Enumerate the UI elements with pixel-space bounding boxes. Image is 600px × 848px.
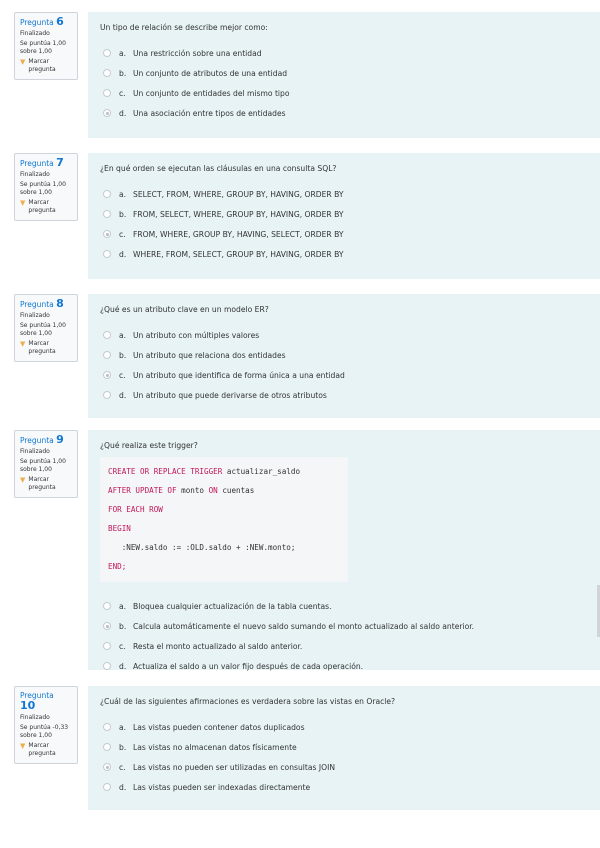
question-info-9 [14, 430, 78, 498]
radio-button[interactable] [103, 391, 111, 399]
flag-question-link[interactable]: ▼ Marcar pregunta [20, 476, 56, 491]
question-info-10 [14, 686, 78, 764]
question-state: Finalizado [20, 30, 50, 37]
question-text: Un tipo de relación se describe mejor como: [100, 23, 268, 32]
radio-button[interactable] [103, 69, 111, 77]
question-label: Pregunta [20, 18, 54, 27]
answer-option-c[interactable]: c. FROM, WHERE, GROUP BY, HAVING, SELECT, ORDER BY [100, 224, 588, 244]
question-label: Pregunta [20, 436, 54, 445]
answer-list [100, 43, 588, 123]
answer-option-a[interactable]: a. Un atributo con múltiples valores [100, 325, 588, 345]
flag-question-link[interactable]: ▼ Marcar pregunta [20, 742, 56, 757]
radio-button[interactable] [103, 250, 111, 258]
question-grade: Se puntúa 1,00 sobre 1,00 [20, 322, 66, 337]
radio-button[interactable] [103, 351, 111, 359]
flag-icon: ▼ [20, 476, 26, 484]
question-grade: Se puntúa 1,00 sobre 1,00 [20, 181, 66, 196]
code-line-2: AFTER UPDATE OF monto ON cuentas [108, 486, 255, 495]
answer-option-d[interactable]: d. Actualiza el saldo a un valor fijo después de cada operación. [100, 656, 588, 676]
question-number: 9 [56, 433, 64, 446]
answer-option-b[interactable]: b. Calcula automáticamente el nuevo saldo sumando el monto actualizado al saldo anterior. [100, 616, 588, 636]
answer-option-d[interactable]: d. Una asociación entre tipos de entidades [100, 103, 588, 123]
question-text: ¿Cuál de las siguientes afirmaciones es verdadera sobre las vistas en Oracle? [100, 697, 396, 706]
question-content-10 [88, 686, 600, 810]
question-content-9 [88, 430, 600, 670]
answer-option-b[interactable]: b. Las vistas no almacenan datos físicamente [100, 737, 588, 757]
flag-icon: ▼ [20, 742, 26, 750]
answer-option-a[interactable]: a. Bloquea cualquier actualización de la tabla cuentas. [100, 596, 588, 616]
code-line-5: :NEW.saldo := :OLD.saldo + :NEW.monto; [108, 543, 296, 552]
code-line-6: END; [108, 562, 127, 571]
question-state: Finalizado [20, 448, 50, 455]
code-line-3: FOR EACH ROW [108, 505, 163, 514]
answer-option-d[interactable]: d. WHERE, FROM, SELECT, GROUP BY, HAVING, ORDER BY [100, 244, 588, 264]
radio-button[interactable] [103, 783, 111, 791]
question-grade: Se puntúa 1,00 sobre 1,00 [20, 458, 66, 473]
radio-button[interactable] [103, 331, 111, 339]
radio-button-selected[interactable] [103, 230, 111, 238]
flag-icon: ▼ [20, 199, 26, 207]
answer-option-c[interactable]: c. Resta el monto actualizado al saldo anterior. [100, 636, 588, 656]
question-info-7 [14, 153, 78, 221]
answer-option-d[interactable]: d. Las vistas pueden ser indexadas directamente [100, 777, 588, 797]
question-number: 6 [56, 15, 64, 28]
answer-option-b[interactable]: b. Un conjunto de atributos de una entidad [100, 63, 588, 83]
radio-button[interactable] [103, 190, 111, 198]
flag-question-link[interactable]: ▼ Marcar pregunta [20, 199, 56, 214]
question-content-6 [88, 12, 600, 138]
radio-button[interactable] [103, 743, 111, 751]
question-state: Finalizado [20, 171, 50, 178]
question-info-6 [14, 12, 78, 80]
answer-option-b[interactable]: b. Un atributo que relaciona dos entidades [100, 345, 588, 365]
question-label: Pregunta [20, 300, 54, 309]
answer-list [100, 596, 588, 676]
code-line-1: CREATE OR REPLACE TRIGGER actualizar_saldo [108, 467, 301, 476]
question-text: ¿Qué es un atributo clave en un modelo ER? [100, 305, 269, 314]
question-text: ¿Qué realiza este trigger? [100, 441, 198, 450]
question-content-8 [88, 294, 600, 418]
question-grade: Se puntúa 1,00 sobre 1,00 [20, 40, 66, 55]
flag-question-link[interactable]: ▼ Marcar pregunta [20, 340, 56, 355]
question-grade: Se puntúa -0,33 sobre 1,00 [20, 724, 69, 739]
answer-option-a[interactable]: a. Una restricción sobre una entidad [100, 43, 588, 63]
answer-option-c[interactable]: c. Un conjunto de entidades del mismo tipo [100, 83, 588, 103]
question-label: Pregunta [20, 159, 54, 168]
radio-button[interactable] [103, 662, 111, 670]
answer-option-a[interactable]: a. SELECT, FROM, WHERE, GROUP BY, HAVING, ORDER BY [100, 184, 588, 204]
question-state: Finalizado [20, 312, 50, 319]
flag-question-link[interactable]: ▼ Marcar pregunta [20, 58, 56, 73]
question-text: ¿En qué orden se ejecutan las cláusulas en una consulta SQL? [100, 164, 337, 173]
question-content-7 [88, 153, 600, 279]
question-number: 10 [20, 699, 36, 712]
radio-button[interactable] [103, 723, 111, 731]
answer-option-b[interactable]: b. FROM, SELECT, WHERE, GROUP BY, HAVING, ORDER BY [100, 204, 588, 224]
radio-button-selected[interactable] [103, 109, 111, 117]
question-info-8 [14, 294, 78, 362]
flag-icon: ▼ [20, 58, 26, 66]
question-number: 7 [56, 156, 64, 169]
radio-button-selected[interactable] [103, 622, 111, 630]
answer-list [100, 717, 588, 797]
radio-button-selected[interactable] [103, 371, 111, 379]
question-number: 8 [56, 297, 64, 310]
radio-button[interactable] [103, 210, 111, 218]
radio-button[interactable] [103, 642, 111, 650]
answer-option-a[interactable]: a. Las vistas pueden contener datos duplicados [100, 717, 588, 737]
question-state: Finalizado [20, 714, 50, 721]
answer-option-c[interactable]: c. Las vistas no pueden ser utilizadas en consultas JOIN [100, 757, 588, 777]
radio-button[interactable] [103, 89, 111, 97]
answer-option-c[interactable]: c. Un atributo que identifica de forma única a una entidad [100, 365, 588, 385]
flag-icon: ▼ [20, 340, 26, 348]
code-line-4: BEGIN [108, 524, 131, 533]
radio-button[interactable] [103, 602, 111, 610]
radio-button[interactable] [103, 49, 111, 57]
code-block [100, 457, 348, 582]
answer-list [100, 184, 588, 264]
question-label: Pregunta [20, 691, 54, 700]
radio-button-selected[interactable] [103, 763, 111, 771]
answer-list [100, 325, 588, 405]
answer-option-d[interactable]: d. Un atributo que puede derivarse de otros atributos [100, 385, 588, 405]
